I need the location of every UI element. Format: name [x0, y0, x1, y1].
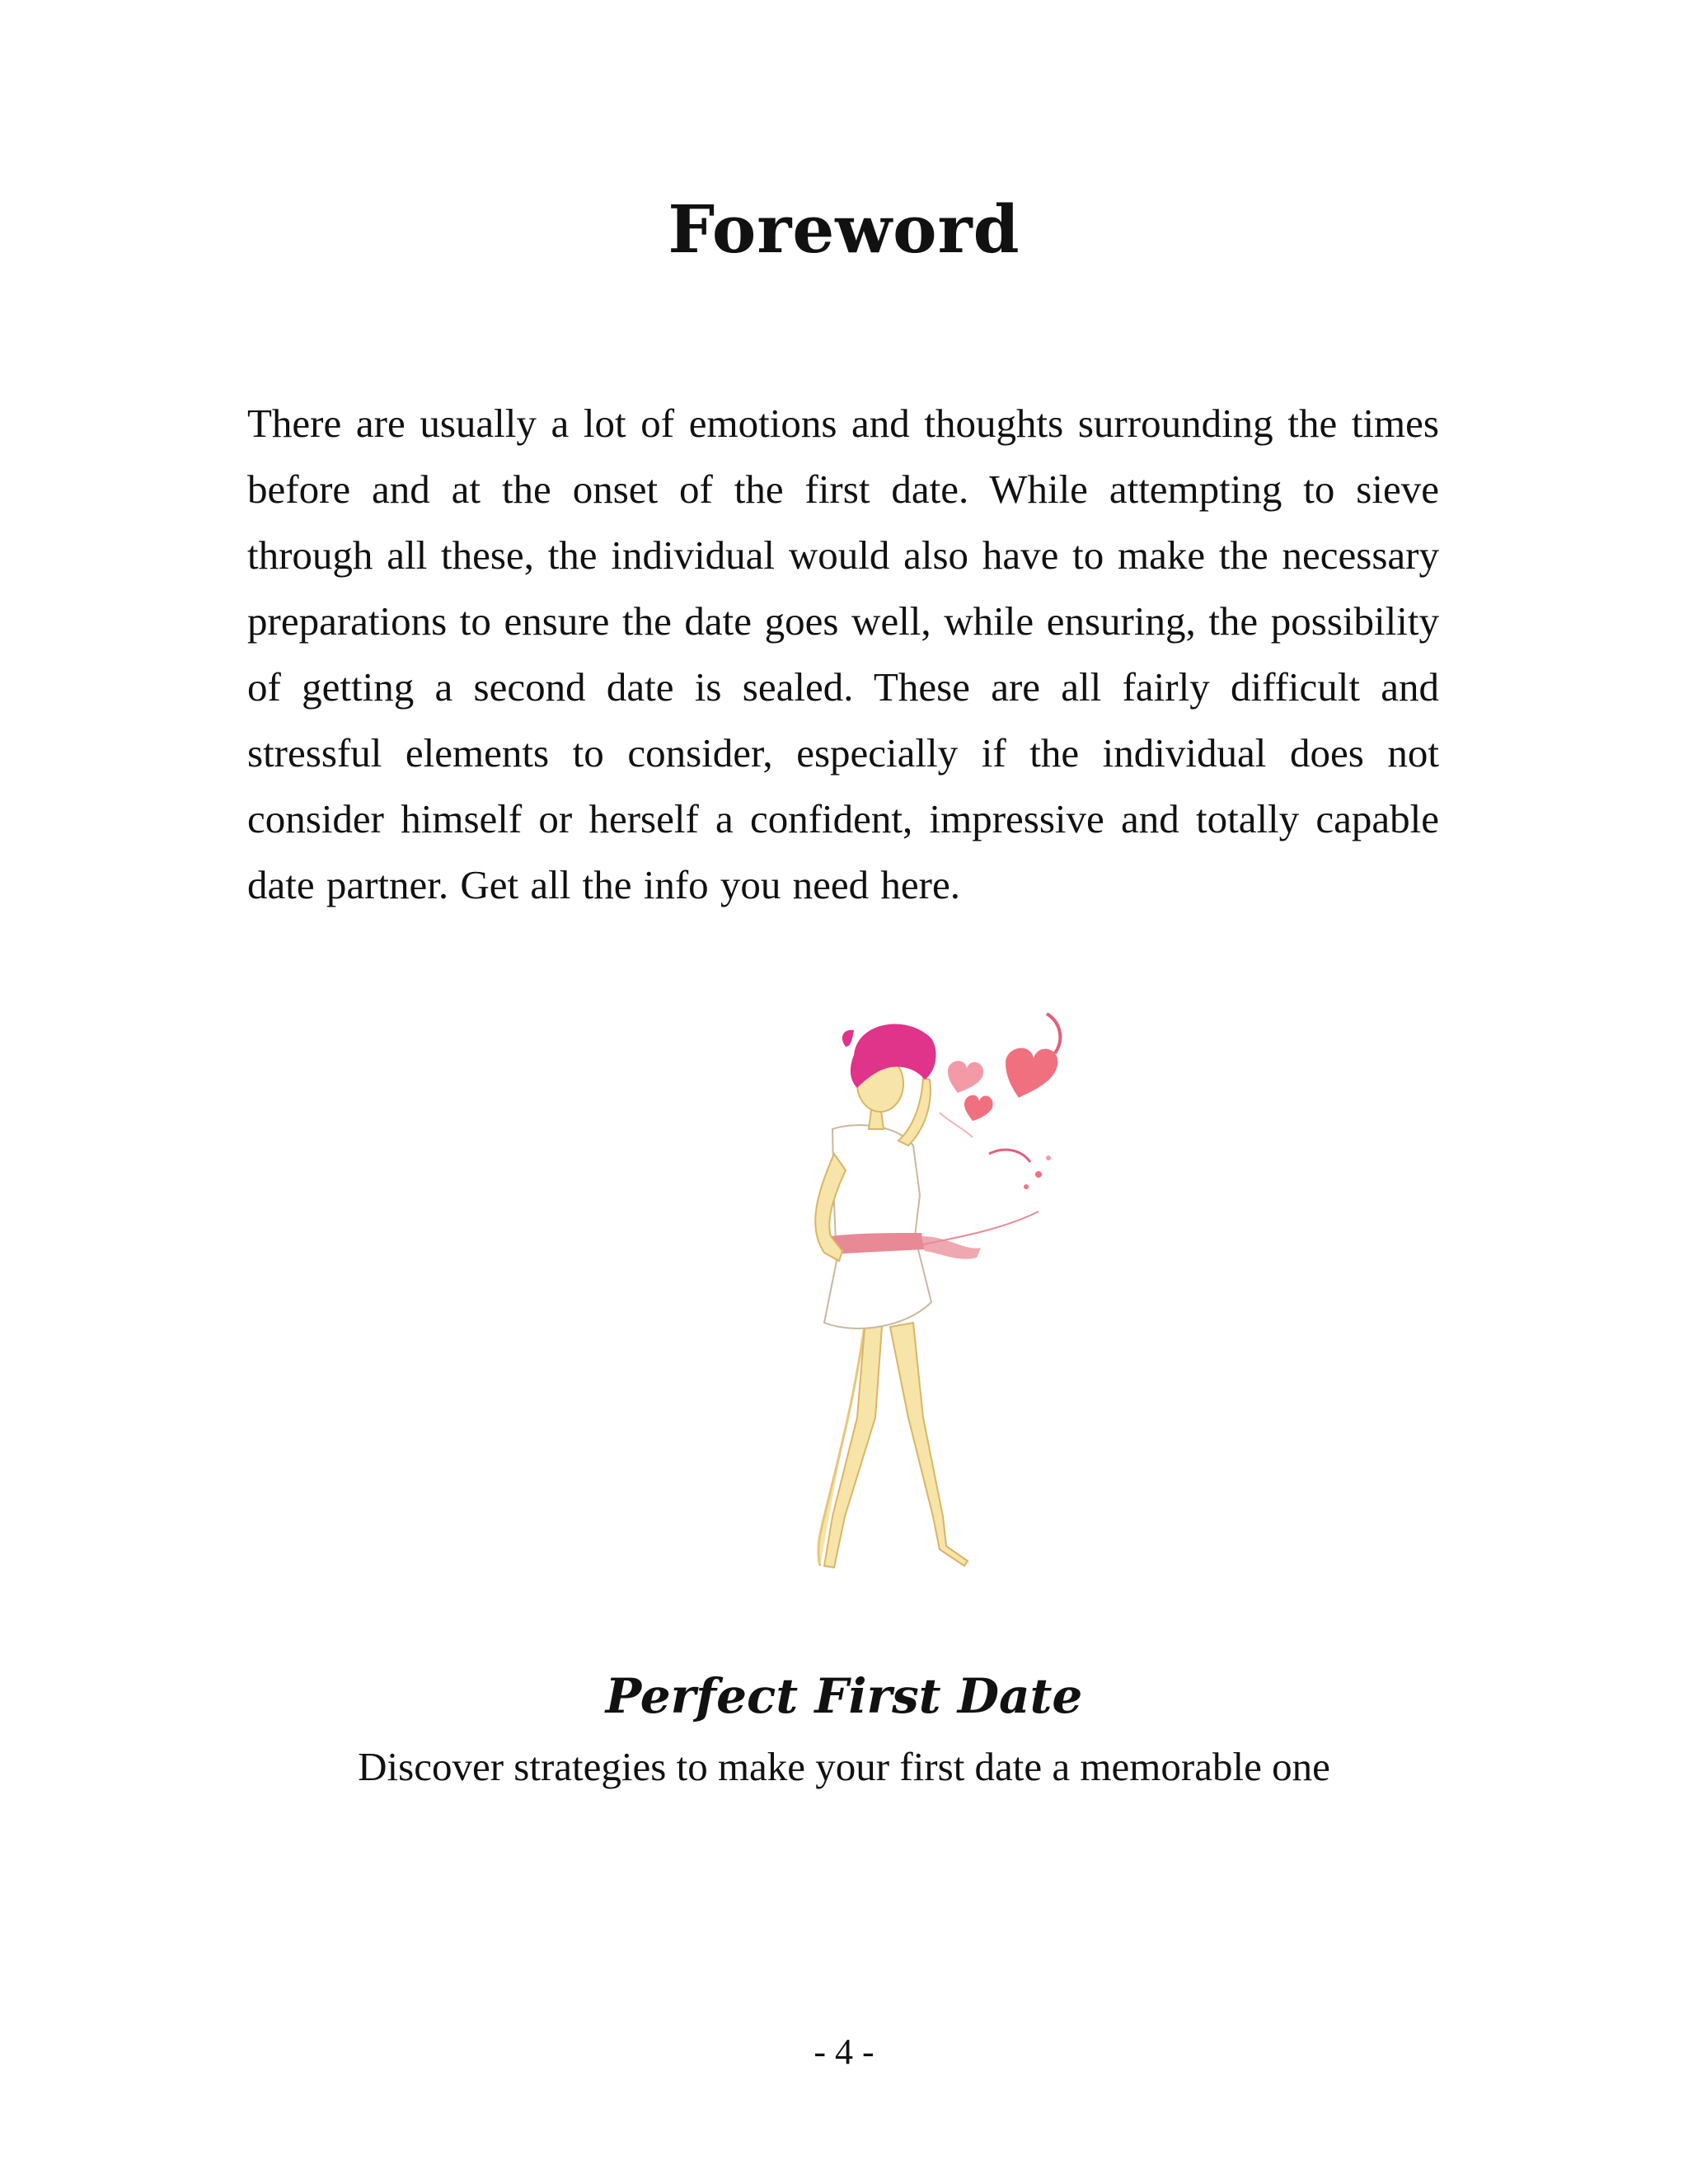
book-title: Perfect First Date	[605, 1668, 1083, 1724]
page-number: - 4 -	[814, 2032, 874, 2072]
foreword-paragraph: There are usually a lot of emotions and thoughts surrounding the times before and at the onset of the first date. While attempting to sieve through all these, the individual would also have to make the necessary preparations to ensure the date goes well, while ensuring, the possibility of getting a second date is sealed. These are all fairly difficult and stressful elements to consider, especially if the individual does not consider himself or herself a confident, impressive and totally capable date partner. Get all the info you need here.	[247, 401, 1439, 907]
woman-blowing-hearts-illustration	[692, 989, 1071, 1599]
book-caption: Discover strategies to make your first date a memorable one	[358, 1744, 1330, 1789]
page-title: Foreword	[668, 190, 1020, 268]
